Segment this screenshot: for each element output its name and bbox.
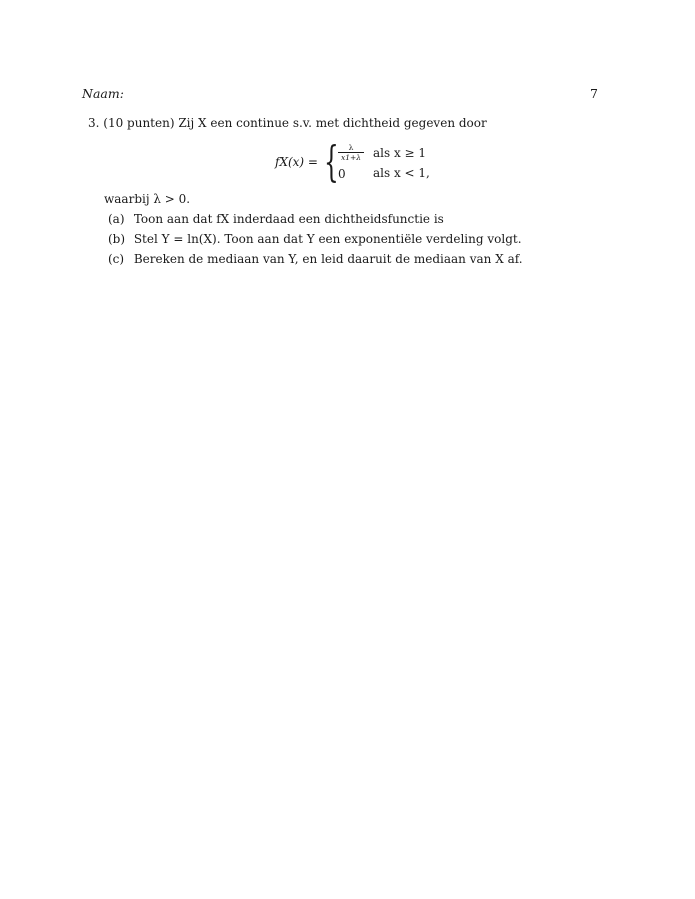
case1-condition: als x ≥ 1 bbox=[373, 146, 427, 160]
part-c-text: Bereken de mediaan van Y, en leid daaruit de mediaan van X af. bbox=[133, 252, 523, 266]
part-b bbox=[108, 232, 522, 246]
part-c-label: (c) bbox=[108, 252, 125, 266]
curly-brace-icon: { bbox=[324, 137, 339, 186]
part-b-text: Stel Y = ln(X). Toon aan dat Y een exponentiële verdeling volgt. bbox=[133, 232, 522, 246]
page-number: 7 bbox=[590, 86, 598, 101]
case1-numerator: λ bbox=[338, 143, 364, 153]
formula-lhs: fX(x) = bbox=[275, 155, 318, 169]
question-intro: 3. (10 punten) Zij X een continue s.v. met dichtheid gegeven door bbox=[88, 116, 487, 130]
part-a bbox=[108, 212, 444, 226]
case2-value: 0 bbox=[338, 167, 346, 181]
part-a-text: Toon aan dat fX inderdaad een dichtheidsfunctie is bbox=[133, 212, 444, 226]
density-formula bbox=[275, 137, 465, 186]
part-a-label: (a) bbox=[108, 212, 125, 226]
part-b-label: (b) bbox=[108, 232, 126, 246]
parameter-condition: waarbij λ > 0. bbox=[104, 192, 191, 206]
case1-denominator: x1+λ bbox=[340, 153, 362, 162]
case2-condition: als x < 1, bbox=[373, 166, 430, 180]
name-label: Naam: bbox=[82, 86, 124, 101]
part-c bbox=[108, 252, 523, 266]
case1-fraction bbox=[338, 143, 364, 162]
